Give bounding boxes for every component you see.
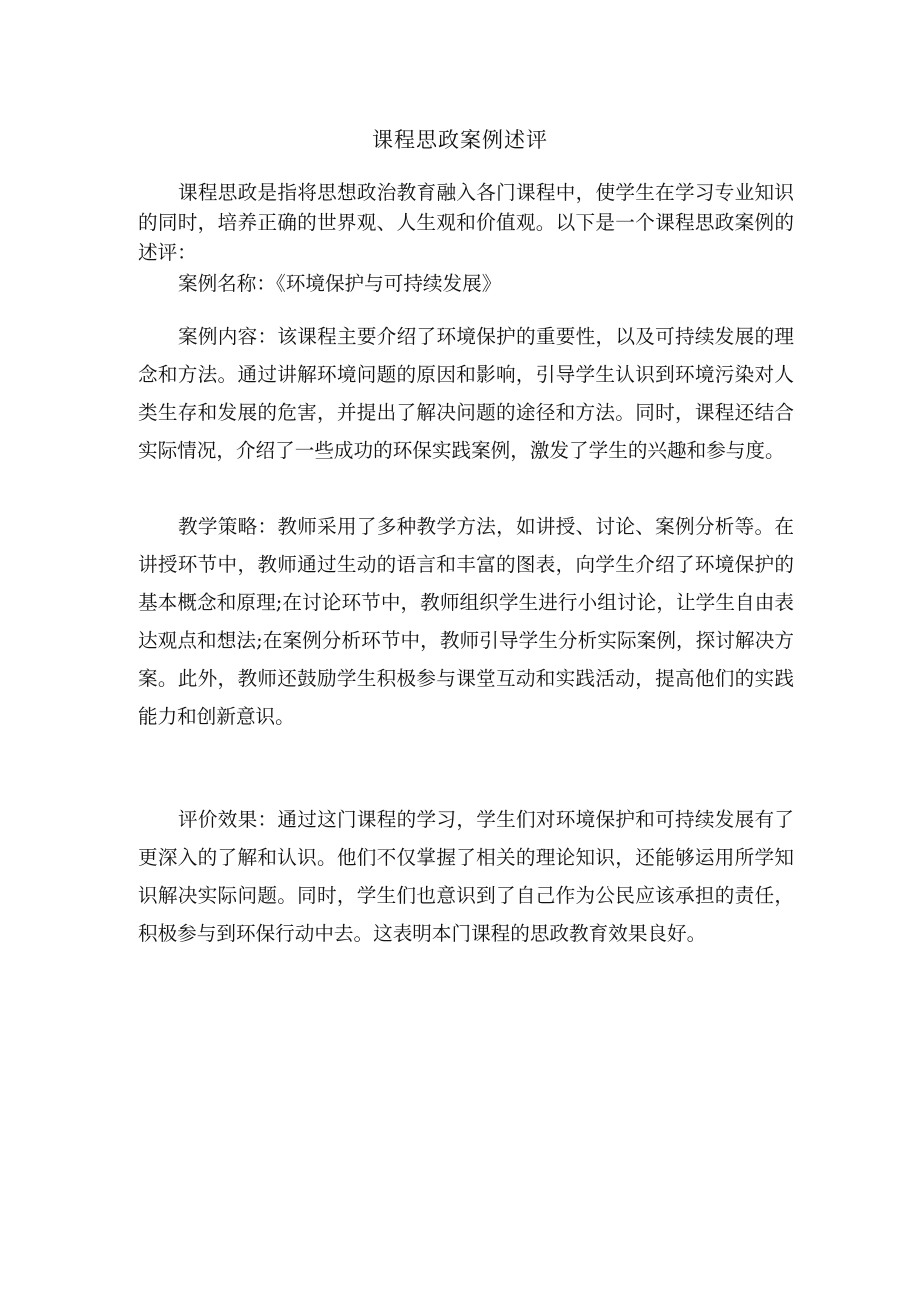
document-title: 课程思政案例述评 (372, 128, 548, 152)
evaluation-effect-paragraph: 评价效果：通过这门课程的学习，学生们对环境保护和可持续发展有了更深入的了解和认识。他们不仅掌握了相关的理论知识，还能够运用所学知识解决实际问题。同时，学生们也意识到了自己作为公民应该承担的责任，积极参与到环保行动中去。这表明本门课程的思政教育效果良好。 (138, 808, 794, 945)
case-name-paragraph: 案例名称：《环境保护与可持续发展》 (178, 272, 502, 295)
case-content-paragraph: 案例内容：该课程主要介绍了环境保护的重要性，以及可持续发展的理念和方法。通过讲解环境问题的原因和影响，引导学生认识到环境污染对人类生存和发展的危害，并提出了解决问题的途径和方法。同时，课程还结合实际情况，介绍了一些成功的环保实践案例，激发了学生的兴趣和参与度。 (138, 325, 794, 462)
teaching-strategy-paragraph: 教学策略：教师采用了多种教学方法，如讲授、讨论、案例分析等。在讲授环节中，教师通过生动的语言和丰富的图表，向学生介绍了环境保护的基本概念和原理;在讨论环节中，教师组织学生进行小组讨论，让学生自由表达观点和想法;在案例分析环节中，教师引导学生分析实际案例，探讨解决方案。此外，教师还鼓励学生积极参与课堂互动和实践活动，提高他们的实践能力和创新意识。 (138, 515, 794, 728)
intro-paragraph: 课程思政是指将思想政治教育融入各门课程中，使学生在学习专业知识的同时，培养正确的世界观、人生观和价值观。以下是一个课程思政案例的述评： (138, 181, 794, 264)
